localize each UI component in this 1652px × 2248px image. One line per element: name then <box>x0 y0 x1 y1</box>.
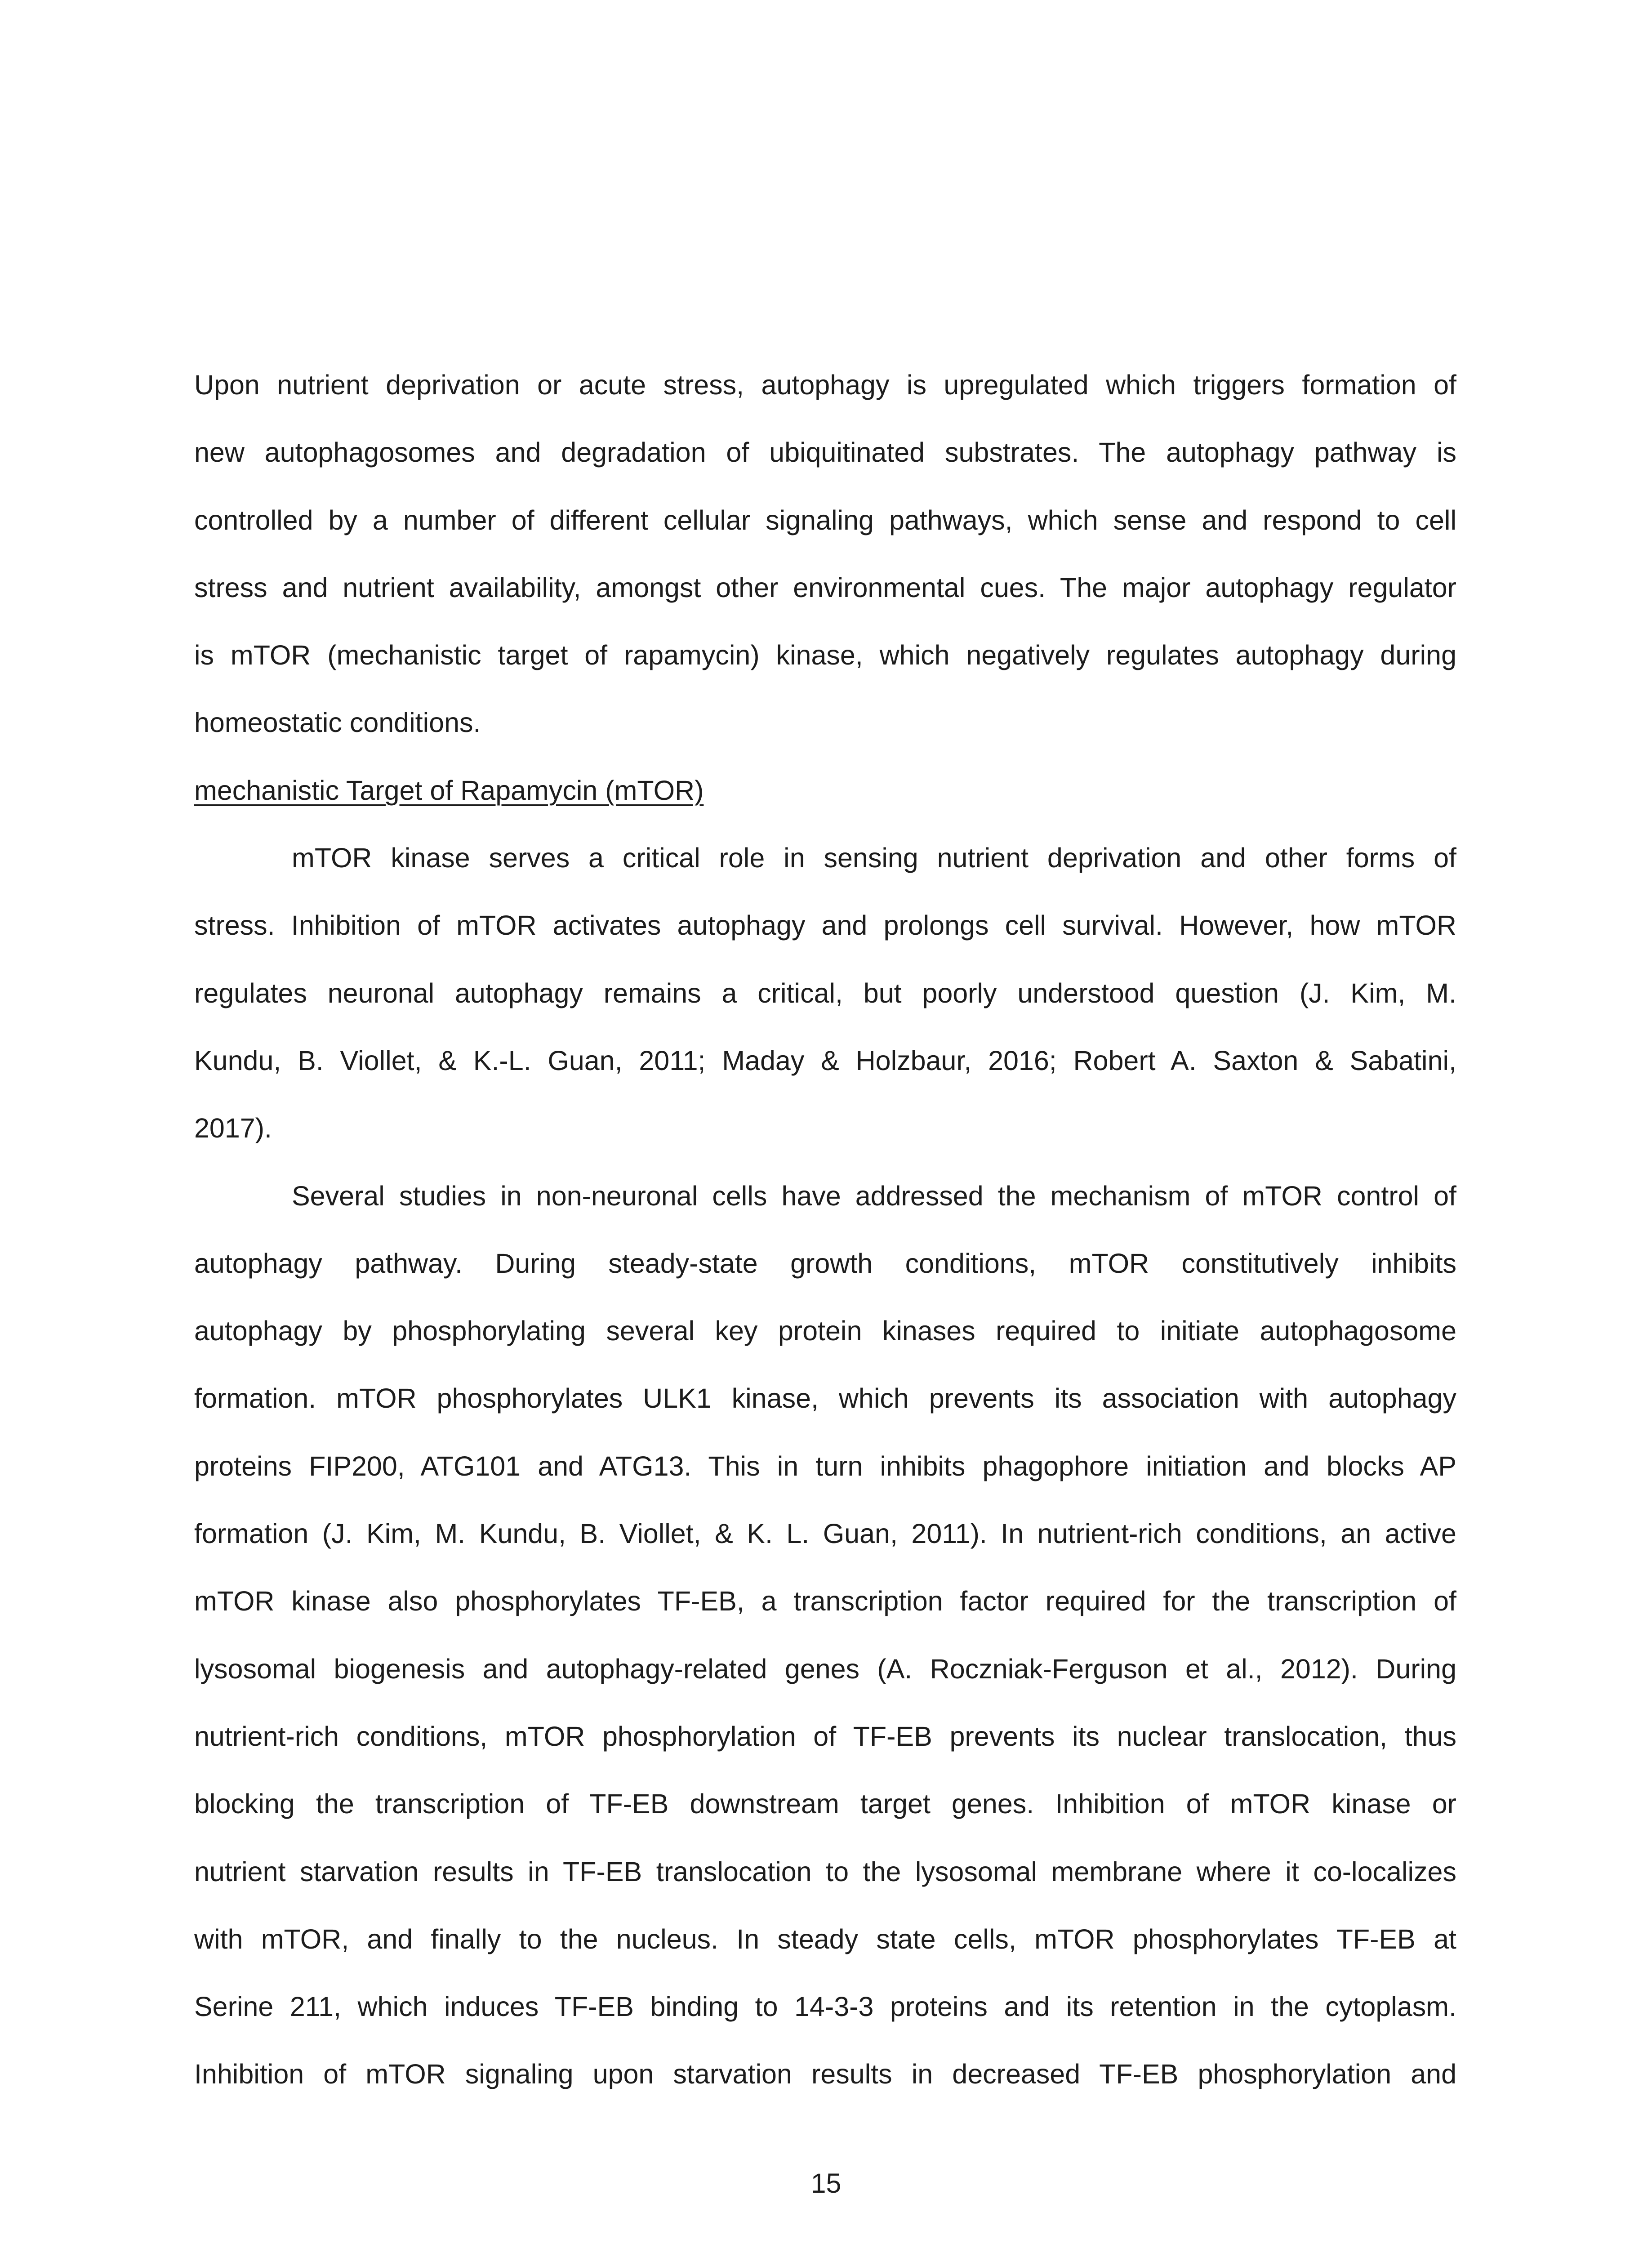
text-line: Inhibition of mTOR signaling upon starvation results in decreased TF-EB phosphorylation and <box>194 2059 1456 2090</box>
text-line: Kundu, B. Viollet, & K.-L. Guan, 2011; Maday & Holzbaur, 2016; Robert A. Saxton & Sabatini, <box>194 1045 1456 1076</box>
text-line: mTOR kinase also phosphorylates TF-EB, a transcription factor required for the transcription of <box>194 1586 1456 1617</box>
text-line: Serine 211, which induces TF-EB binding to 14-3-3 proteins and its retention in the cytoplasm. <box>194 1991 1456 2022</box>
text-line: blocking the transcription of TF-EB downstream target genes. Inhibition of mTOR kinase or <box>194 1789 1456 1820</box>
text-line: new autophagosomes and degradation of ubiquitinated substrates. The autophagy pathway is <box>194 437 1456 468</box>
text-line: autophagy by phosphorylating several key protein kinases required to initiate autophagosome <box>194 1316 1456 1347</box>
section-heading: mechanistic Target of Rapamycin (mTOR) <box>194 775 704 806</box>
text-line: Upon nutrient deprivation or acute stress, autophagy is upregulated which triggers formation of <box>194 370 1456 400</box>
text-line: lysosomal biogenesis and autophagy-related genes (A. Roczniak-Ferguson et al., 2012). During <box>194 1653 1456 1684</box>
text-line: with mTOR, and finally to the nucleus. In steady state cells, mTOR phosphorylates TF-EB at <box>194 1923 1456 1954</box>
text-line: Several studies in non-neuronal cells have addressed the mechanism of mTOR control of <box>292 1180 1456 1211</box>
text-line: formation. mTOR phosphorylates ULK1 kinase, which prevents its association with autophagy <box>194 1383 1456 1414</box>
text-line: homeostatic conditions. <box>194 707 481 738</box>
paragraph-studies <box>194 1174 1456 2120</box>
text-line: regulates neuronal autophagy remains a critical, but poorly understood question (J. Kim, M. <box>194 977 1456 1008</box>
text-line: stress. Inhibition of mTOR activates autophagy and prolongs cell survival. However, how mTOR <box>194 910 1456 941</box>
text-line: formation (J. Kim, M. Kundu, B. Viollet, & K. L. Guan, 2011). In nutrient-rich conditions, an active <box>194 1518 1456 1549</box>
text-line: autophagy pathway. During steady-state growth conditions, mTOR constitutively inhibits <box>194 1248 1456 1279</box>
text-line: proteins FIP200, ATG101 and ATG13. This in turn inhibits phagophore initiation and blocks AP <box>194 1450 1456 1481</box>
text-line: nutrient starvation results in TF-EB translocation to the lysosomal membrane where it co-localizes <box>194 1856 1456 1887</box>
text-line: is mTOR (mechanistic target of rapamycin) kinase, which negatively regulates autophagy during <box>194 640 1456 671</box>
paragraph-intro <box>194 363 1456 769</box>
document-body <box>194 363 1456 2120</box>
text-line: nutrient-rich conditions, mTOR phosphorylation of TF-EB prevents its nuclear translocation, thus <box>194 1721 1456 1752</box>
text-line: stress and nutrient availability, amongst other environmental cues. The major autophagy regulator <box>194 572 1456 603</box>
text-line: 2017). <box>194 1113 272 1144</box>
text-line: mTOR kinase serves a critical role in sensing nutrient deprivation and other forms of <box>292 843 1456 874</box>
paragraph-mtor-role <box>194 836 1456 1174</box>
text-line: controlled by a number of different cellular signaling pathways, which sense and respond to cell <box>194 504 1456 535</box>
page-number: 15 <box>810 2168 842 2199</box>
section-heading-row <box>194 769 1456 836</box>
